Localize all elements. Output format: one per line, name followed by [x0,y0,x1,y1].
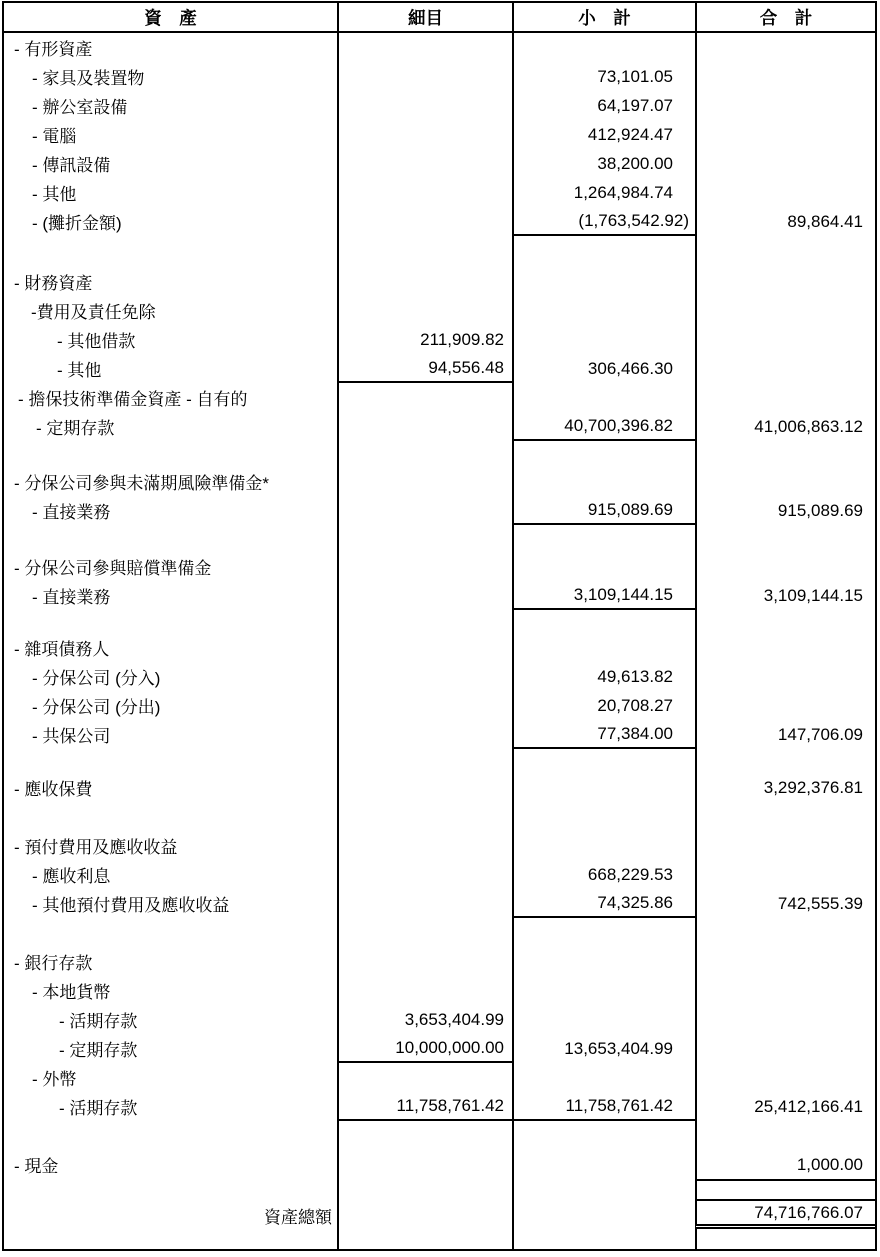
subtotal-amount-cell [512,773,695,802]
table-row [4,976,875,1005]
detail-amount-cell [337,633,512,662]
spacer-row [4,918,875,947]
subtotal-amount-cell [512,1005,695,1034]
asset-label-cell [4,1179,337,1201]
spacer-row [4,1229,875,1251]
subtotal-amount-cell [512,267,695,296]
table-row [4,354,875,383]
asset-label-cell: -費用及責任免除 [31,303,156,322]
detail-amount-cell [337,860,512,889]
subtotal-amount-cell [512,1063,695,1092]
asset-label-cell: - 定期存款 [59,1041,138,1060]
table-row [4,207,875,236]
asset-label-cell: - 應收利息 [32,867,111,886]
subtotal-amount-cell [512,236,695,267]
asset-label-cell: - 擔保技術準備金資產 - 自有的 [18,390,248,409]
table-row [4,149,875,178]
spacer-row [4,749,875,773]
detail-amount-cell [337,720,512,749]
detail-amount-cell [337,412,512,441]
asset-label-cell: - 定期存款 [36,419,115,438]
subtotal-amount-cell: 64,197.07 [512,91,695,120]
subtotal-amount-cell [512,976,695,1005]
detail-amount-cell [337,662,512,691]
asset-label-cell: - 外幣 [32,1070,77,1089]
subtotal-amount-cell [512,33,695,62]
subtotal-amount-cell: 38,200.00 [512,149,695,178]
table-row [4,889,875,918]
asset-label-cell: - 其他預付費用及應收收益 [32,896,230,915]
detail-amount-cell [337,1121,512,1150]
total-amount-cell [695,354,875,383]
detail-amount-cell [337,178,512,207]
table-row [4,773,875,802]
header-detail: 細目 [337,3,512,31]
total-amount-cell: 41,006,863.12 [695,412,875,441]
detail-amount-cell [337,91,512,120]
subtotal-amount-cell [512,831,695,860]
total-amount-cell [695,860,875,889]
subtotal-amount-cell [512,749,695,773]
subtotal-amount-cell [512,1179,695,1201]
asset-label-cell [4,749,337,773]
header-total: 合 計 [695,3,875,31]
detail-amount-cell [337,62,512,91]
asset-label-cell: - 其他借款 [57,332,136,351]
table-row [4,120,875,149]
detail-amount-cell [337,831,512,860]
table-row [4,62,875,91]
total-amount-cell [695,525,875,552]
subtotal-amount-cell [512,918,695,947]
detail-amount-cell: 11,758,761.42 [337,1092,512,1121]
subtotal-amount-cell: 11,758,761.42 [512,1092,695,1121]
asset-label-cell: - 辦公室設備 [32,98,128,117]
subtotal-amount-cell [512,467,695,496]
subtotal-amount-cell: 3,109,144.15 [512,581,695,610]
total-amount-cell [695,691,875,720]
table-row [4,1005,875,1034]
asset-label-cell: - 傳訊設備 [32,156,111,175]
table-row [4,720,875,749]
asset-label-cell: - 直接業務 [32,588,111,607]
detail-amount-cell [337,691,512,720]
total-amount-cell: 915,089.69 [695,496,875,525]
subtotal-amount-cell [512,610,695,633]
total-amount-cell [695,749,875,773]
table-row [4,383,875,412]
total-amount-cell [695,33,875,62]
detail-amount-cell [337,33,512,62]
table-row [4,947,875,976]
asset-label-cell [4,610,337,633]
asset-label-cell [4,525,337,552]
table-row [4,267,875,296]
table-row [4,1092,875,1121]
total-amount-cell [695,383,875,412]
total-amount-cell [695,802,875,831]
detail-amount-cell [337,1063,512,1092]
total-amount-cell [695,441,875,467]
asset-label-cell: - 其他 [57,361,102,380]
subtotal-amount-cell: 668,229.53 [512,860,695,889]
total-amount-cell: 3,109,144.15 [695,581,875,610]
total-amount-cell: 3,292,376.81 [695,773,875,802]
total-amount-cell: 74,716,766.07 [695,1201,875,1229]
subtotal-amount-cell [512,525,695,552]
detail-amount-cell: 3,653,404.99 [337,1005,512,1034]
total-amount-cell [695,149,875,178]
asset-label-cell: - 分保公司參與未滿期風險準備金* [14,474,269,493]
total-amount-cell [695,267,875,296]
table-row [4,412,875,441]
detail-amount-cell [337,1179,512,1201]
table-row [4,325,875,354]
asset-label-cell: - 有形資產 [14,40,93,59]
total-amount-cell: 147,706.09 [695,720,875,749]
asset-label-cell: - 預付費用及應收收益 [14,838,178,857]
table-row [4,662,875,691]
subtotal-amount-cell: 77,384.00 [512,720,695,749]
asset-label-cell [4,236,337,267]
asset-label-cell: - 應收保費 [14,780,93,799]
table-row [4,691,875,720]
detail-amount-cell [337,207,512,236]
detail-amount-cell [337,552,512,581]
detail-amount-cell [337,610,512,633]
table-row [4,91,875,120]
total-amount-cell [695,1063,875,1092]
asset-label-cell: - 其他 [32,185,77,204]
detail-amount-cell [337,1201,512,1229]
subtotal-amount-cell: 1,264,984.74 [512,178,695,207]
table-row [4,178,875,207]
table-row [4,831,875,860]
subtotal-amount-cell [512,947,695,976]
subtotal-amount-cell [512,383,695,412]
total-amount-cell [695,831,875,860]
detail-amount-cell [337,1150,512,1179]
subtotal-amount-cell [512,441,695,467]
table-row [4,33,875,62]
total-amount-cell [695,296,875,325]
total-amount-cell [695,1121,875,1150]
detail-amount-cell: 211,909.82 [337,325,512,354]
subtotal-amount-cell [512,1229,695,1251]
total-amount-cell [695,467,875,496]
detail-amount-cell: 94,556.48 [337,354,512,383]
spacer-row [4,525,875,552]
asset-label-cell: - 電腦 [32,127,77,146]
detail-amount-cell [337,267,512,296]
detail-amount-cell [337,918,512,947]
subtotal-amount-cell [512,1150,695,1179]
total-amount-cell: 25,412,166.41 [695,1092,875,1121]
asset-label-cell: - 活期存款 [59,1099,138,1118]
table-row [4,633,875,662]
total-amount-cell [695,610,875,633]
asset-label-cell: - 分保公司 (分入) [32,669,161,688]
subtotal-amount-cell: 40,700,396.82 [512,412,695,441]
detail-amount-cell [337,120,512,149]
subtotal-amount-cell [512,325,695,354]
asset-label-cell: - 分保公司 (分出) [32,698,161,717]
total-amount-cell [695,62,875,91]
table-row [4,296,875,325]
total-amount-cell [695,918,875,947]
table-row [4,1063,875,1092]
table-row [4,1034,875,1063]
subtotal-amount-cell [512,633,695,662]
asset-label-cell [4,1121,337,1150]
table-body [4,33,875,1251]
subtotal-amount-cell: 49,613.82 [512,662,695,691]
detail-amount-cell [337,149,512,178]
detail-amount-cell: 10,000,000.00 [337,1034,512,1063]
total-amount-cell [695,120,875,149]
asset-label-cell: - 現金 [14,1157,59,1176]
header-assets: 資 產 [144,7,197,28]
total-amount-cell [695,325,875,354]
spacer-row [4,1121,875,1150]
detail-amount-cell [337,383,512,412]
subtotal-amount-cell: (1,763,542.92) [512,207,695,236]
spacer-row [4,610,875,633]
detail-amount-cell [337,773,512,802]
table-row [4,467,875,496]
asset-label-cell: - (攤折金額) [32,214,122,233]
header-subtotal: 小 計 [512,3,695,31]
spacer-row [4,236,875,267]
subtotal-amount-cell: 20,708.27 [512,691,695,720]
subtotal-amount-cell [512,296,695,325]
asset-label-cell: - 直接業務 [32,503,111,522]
asset-label-cell [4,802,337,831]
asset-label-cell: - 本地貨幣 [32,983,111,1002]
detail-amount-cell [337,581,512,610]
detail-amount-cell [337,749,512,773]
subtotal-amount-cell [512,802,695,831]
spacer-row [4,1179,875,1201]
table-row [4,1201,875,1229]
subtotal-amount-cell: 74,325.86 [512,889,695,918]
detail-amount-cell [337,236,512,267]
asset-label-cell: - 共保公司 [32,727,111,746]
total-amount-cell [695,236,875,267]
subtotal-amount-cell: 13,653,404.99 [512,1034,695,1063]
table-header [4,3,875,33]
table-row [4,496,875,525]
subtotal-amount-cell [512,552,695,581]
total-amount-cell [695,1229,875,1251]
asset-label-cell: - 活期存款 [59,1012,138,1031]
detail-amount-cell [337,889,512,918]
total-amount-cell [695,947,875,976]
asset-label-cell [4,441,337,467]
total-amount-cell [695,1005,875,1034]
detail-amount-cell [337,802,512,831]
asset-label-cell: - 家具及裝置物 [32,69,145,88]
asset-label-cell [4,1229,337,1251]
asset-label-cell: - 財務資產 [14,274,93,293]
detail-amount-cell [337,947,512,976]
spacer-row [4,441,875,467]
asset-label-cell: - 銀行存款 [14,954,93,973]
total-amount-cell: 742,555.39 [695,889,875,918]
asset-label-cell: - 雜項債務人 [14,640,110,659]
table-row [4,552,875,581]
subtotal-amount-cell [512,1121,695,1150]
total-amount-cell [695,662,875,691]
total-amount-cell: 1,000.00 [695,1150,875,1179]
table-row [4,860,875,889]
asset-label-cell: 資產總額 [264,1207,332,1227]
total-amount-cell [695,178,875,207]
subtotal-amount-cell: 306,466.30 [512,354,695,383]
total-amount-cell [695,1179,875,1201]
detail-amount-cell [337,525,512,552]
asset-label-cell [4,918,337,947]
detail-amount-cell [337,441,512,467]
detail-amount-cell [337,467,512,496]
total-amount-cell [695,633,875,662]
detail-amount-cell [337,1229,512,1251]
balance-sheet-table [2,1,877,1251]
subtotal-amount-cell: 412,924.47 [512,120,695,149]
subtotal-amount-cell: 73,101.05 [512,62,695,91]
asset-label-cell: - 分保公司參與賠償準備金 [14,559,212,578]
detail-amount-cell [337,296,512,325]
detail-amount-cell [337,976,512,1005]
spacer-row [4,802,875,831]
total-amount-cell: 89,864.41 [695,207,875,236]
total-amount-cell [695,976,875,1005]
total-amount-cell [695,91,875,120]
subtotal-amount-cell [512,1201,695,1229]
subtotal-amount-cell: 915,089.69 [512,496,695,525]
table-row [4,1150,875,1179]
total-amount-cell [695,552,875,581]
total-amount-cell [695,1034,875,1063]
detail-amount-cell [337,496,512,525]
table-row [4,581,875,610]
